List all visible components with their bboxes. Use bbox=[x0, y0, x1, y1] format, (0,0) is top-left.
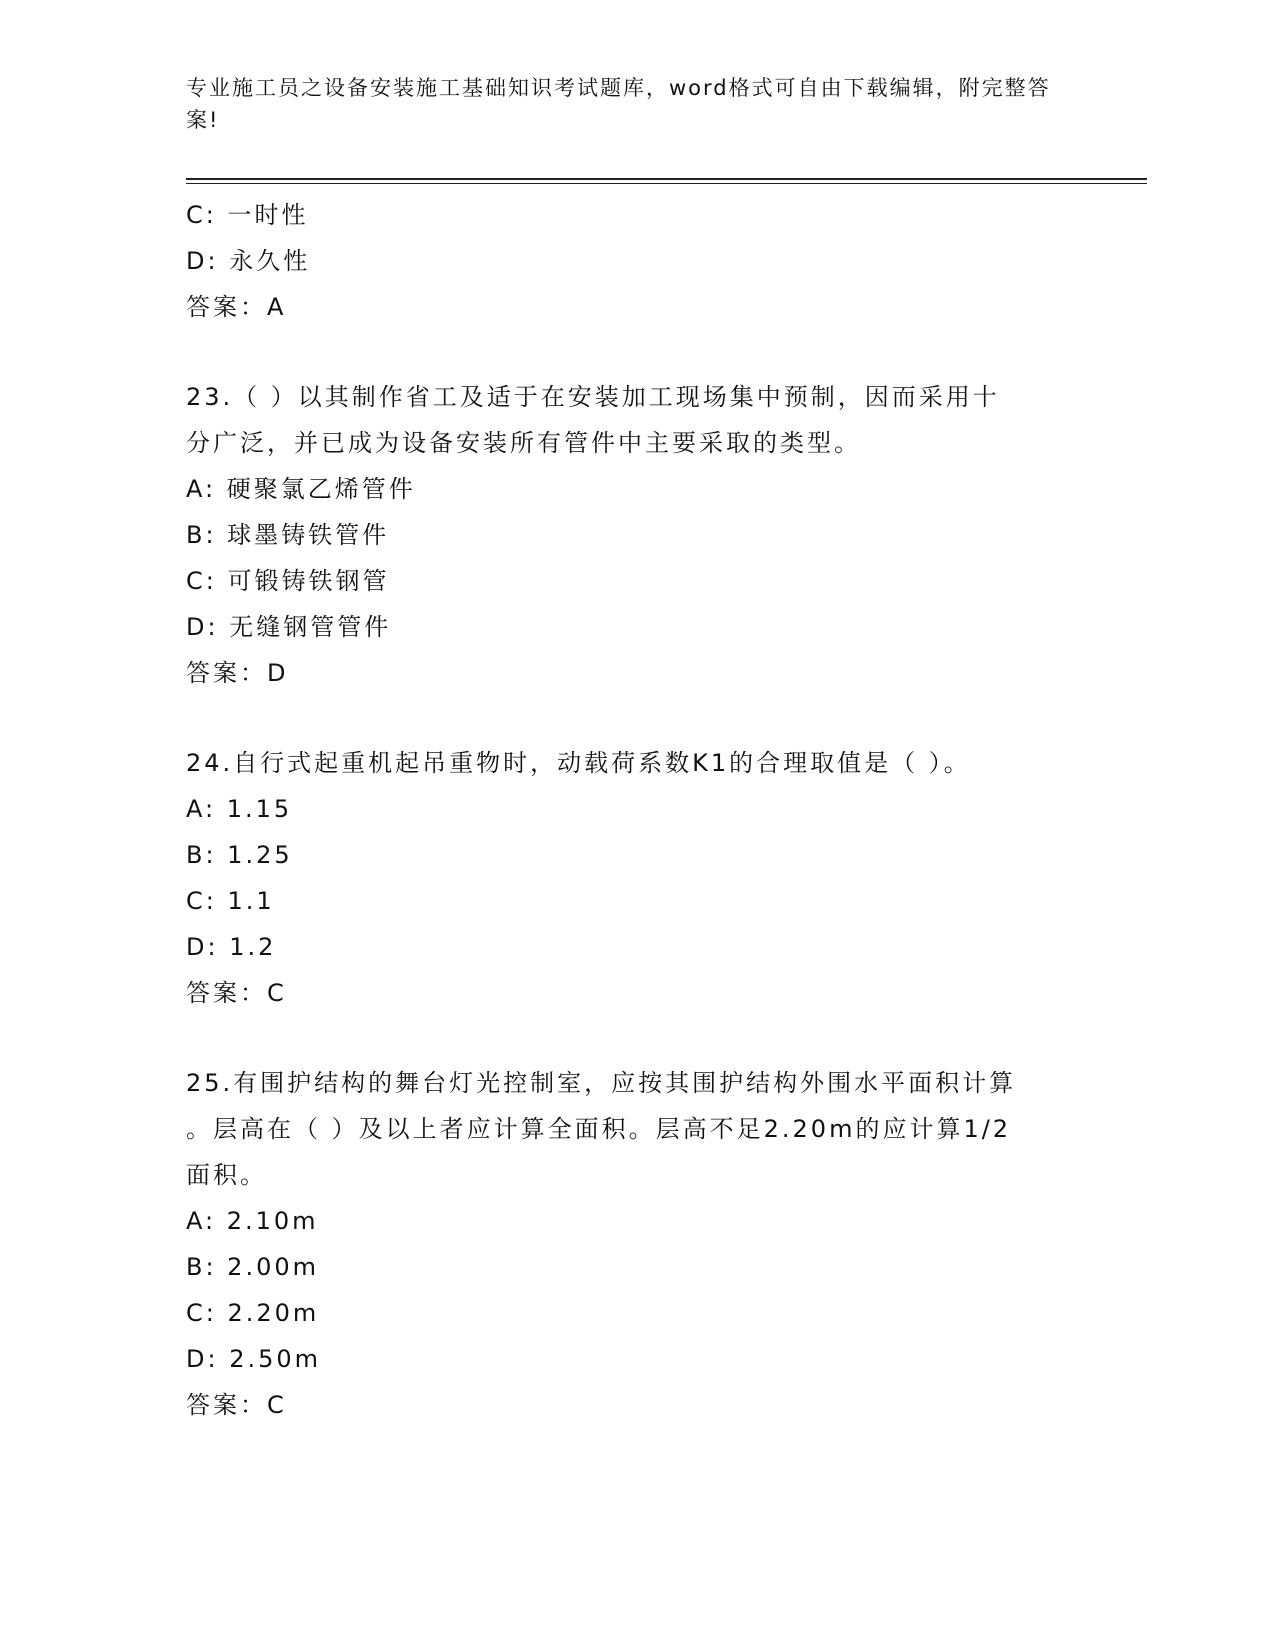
answer-line: 答案：C bbox=[186, 1391, 287, 1419]
question-text-line: 24.自行式起重机起吊重物时，动载荷系数K1的合理取值是（ ）。 bbox=[186, 749, 971, 777]
question-24 bbox=[186, 740, 1066, 1016]
option-a: A: 1.15 bbox=[186, 795, 293, 823]
option-a: A: 硬聚氯乙烯管件 bbox=[186, 475, 416, 503]
question-23 bbox=[186, 374, 1066, 696]
question-list bbox=[186, 192, 1066, 1428]
question-text-line: 分广泛，并已成为设备安装所有管件中主要采取的类型。 bbox=[186, 429, 861, 457]
option-c: C: 2.20m bbox=[186, 1299, 320, 1327]
option-b: B: 2.00m bbox=[186, 1253, 319, 1281]
question-text-line: 。层高在（ ）及以上者应计算全面积。层高不足2.20m的应计算1/2 bbox=[186, 1115, 1012, 1143]
option-b: B: 球墨铸铁管件 bbox=[186, 521, 390, 549]
question-text-line: 面积。 bbox=[186, 1161, 267, 1189]
question-text-line: 25.有围护结构的舞台灯光控制室，应按其围护结构外围水平面积计算 bbox=[186, 1069, 1017, 1097]
answer-line: 答案：A bbox=[186, 293, 287, 321]
option-d: D: 2.50m bbox=[186, 1345, 322, 1373]
question-text-line: 23.（ ）以其制作省工及适于在安装加工现场集中预制，因而采用十 bbox=[186, 383, 1000, 411]
option-c: C: 一时性 bbox=[186, 201, 309, 229]
option-b: B: 1.25 bbox=[186, 841, 293, 869]
answer-line: 答案：D bbox=[186, 659, 289, 687]
header-rule-thin bbox=[186, 183, 1147, 184]
option-d: D: 永久性 bbox=[186, 247, 311, 275]
question-22-continued bbox=[186, 192, 1066, 330]
question-25 bbox=[186, 1060, 1066, 1428]
option-d: D: 无缝钢管管件 bbox=[186, 613, 392, 641]
option-d: D: 1.2 bbox=[186, 933, 277, 961]
option-a: A: 2.10m bbox=[186, 1207, 319, 1235]
answer-line: 答案：C bbox=[186, 979, 287, 1007]
option-c: C: 1.1 bbox=[186, 887, 275, 915]
header-rule-thick bbox=[186, 178, 1147, 180]
page-header: 专业施工员之设备安装施工基础知识考试题库，word格式可自由下载编辑，附完整答案! bbox=[186, 76, 1051, 132]
option-c: C: 可锻铸铁钢管 bbox=[186, 567, 390, 595]
